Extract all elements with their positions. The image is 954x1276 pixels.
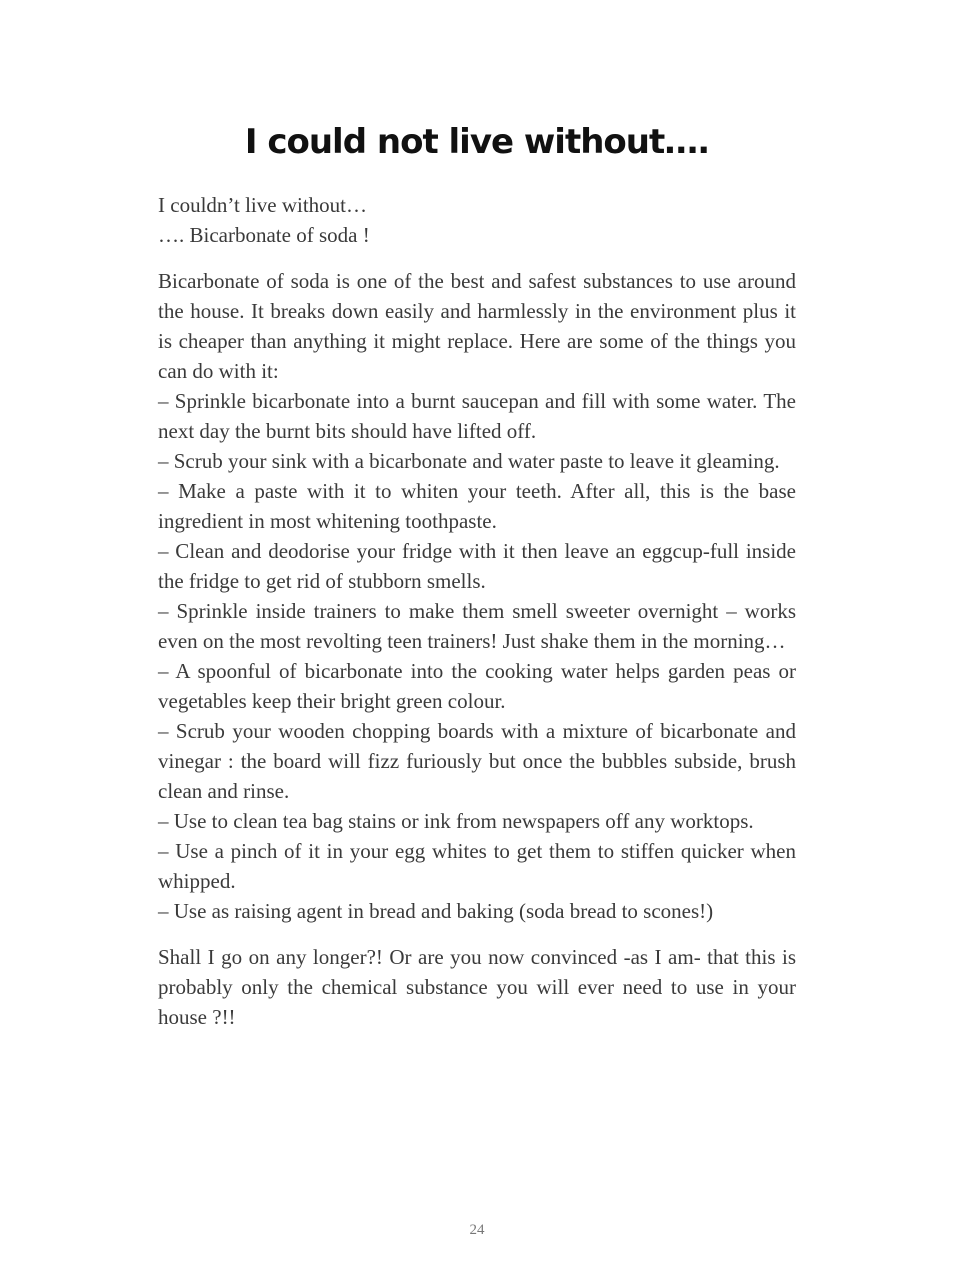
main-text-block <box>158 266 796 1032</box>
page-number: 24 <box>469 1222 485 1238</box>
intro-line: I couldn’t live without… <box>158 193 368 217</box>
tip-item: – Scrub your sink with a bicarbonate and water paste to leave it gleaming. <box>158 449 780 473</box>
intro-line: …. Bicarbonate of soda ! <box>158 223 370 247</box>
intro-block <box>158 190 796 250</box>
tip-item: – Use as raising agent in bread and baking (soda bread to scones!) <box>158 899 714 923</box>
article-body <box>158 190 796 1032</box>
page-title: I could not live without…. <box>244 122 710 162</box>
tip-item: – Use a pinch of it in your egg whites to get them to stiffen quicker when whipped. <box>158 839 796 893</box>
tip-item: – A spoonful of bicarbonate into the cooking water helps garden peas or vegetables keep their bright green colour. <box>158 659 796 713</box>
tip-item: – Use to clean tea bag stains or ink from newspapers off any worktops. <box>158 809 754 833</box>
closing-paragraph: Shall I go on any longer?! Or are you now convinced -as I am- that this is probably only the chemical substance you will ever need to use in your house ?!! <box>158 945 796 1029</box>
tip-item: – Make a paste with it to whiten your teeth. After all, this is the base ingredient in most whitening toothpaste. <box>158 479 796 533</box>
tip-item: – Sprinkle bicarbonate into a burnt saucepan and fill with some water. The next day the burnt bits should have lifted off. <box>158 389 796 443</box>
tip-item: – Scrub your wooden chopping boards with a mixture of bicarbonate and vinegar : the board will fizz furiously but once the bubbles subside, brush clean and rinse. <box>158 719 796 803</box>
intro-paragraph: Bicarbonate of soda is one of the best and safest substances to use around the house. It breaks down easily and harmlessly in the environment plus it is cheaper than anything it might replace. Here are some of the things you can do with it: <box>158 269 796 383</box>
tip-item: – Sprinkle inside trainers to make them smell sweeter overnight – works even on the most revolting teen trainers! Just shake them in the morning… <box>158 599 796 653</box>
tip-item: – Clean and deodorise your fridge with it then leave an eggcup-full inside the fridge to get rid of stubborn smells. <box>158 539 796 593</box>
